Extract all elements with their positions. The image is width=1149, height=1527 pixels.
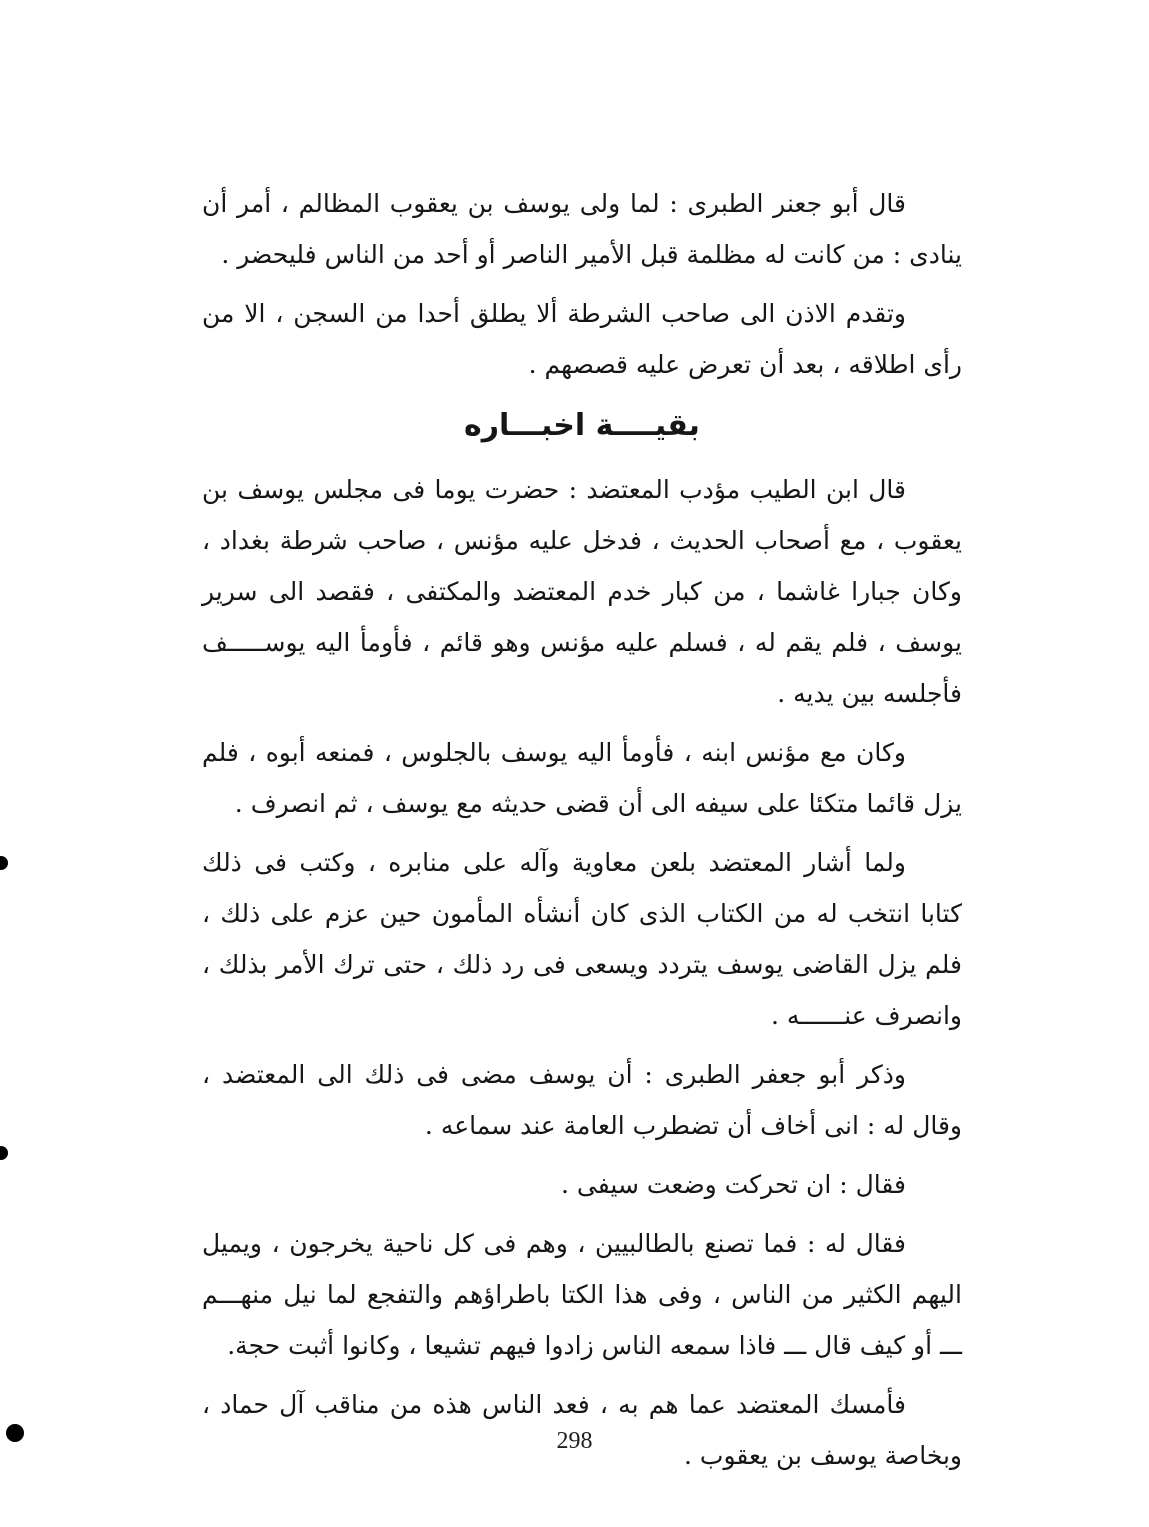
paragraph-4: وكان مع مؤنس ابنه ، فأومأ اليه يوسف بالجلوس ، فمنعه أبوه ، فلم يزل قائما متكئا على سيفه الى أن قضى حديثه مع يوسف ، ثم انصرف . xyxy=(202,738,962,818)
paragraph-1: قال أبو جعنر الطبرى : لما ولى يوسف بن يعقوب المظالم ، أمر أن ينادى : من كانت له مظلمة قبل الأمير الناصر أو أحد من الناس فليحضر . xyxy=(202,189,962,269)
body-text xyxy=(202,178,962,1489)
section-heading: بقيــــة اخبـــاره xyxy=(464,408,700,443)
paragraph-7: فقال : ان تحركت وضعت سيفى . xyxy=(561,1170,906,1199)
binding-hole-mark xyxy=(0,856,8,870)
paragraph-8: فقال له : فما تصنع بالطالبيين ، وهم فى كل ناحية يخرجون ، ويميل اليهم الكثير من الناس ، وفى هذا الكتا باطراؤهم والتفجع لما نيل منهـــم ـــ أو كيف قال ـــ فاذا سمعه الناس زادوا فيهم تشيعا ، وكانوا أثبت حجة. xyxy=(202,1229,962,1360)
binding-hole-mark xyxy=(0,1146,8,1160)
page-number: 298 xyxy=(556,1428,593,1454)
paragraph-2: وتقدم الاذن الى صاحب الشرطة ألا يطلق أحدا من السجن ، الا من رأى اطلاقه ، بعد أن تعرض عليه قصصهم . xyxy=(202,299,962,379)
binding-hole-mark xyxy=(6,1424,24,1442)
paragraph-9: فأمسك المعتضد عما هم به ، فعد الناس هذه من مناقب آل حماد ، وبخاصة يوسف بن يعقوب . xyxy=(202,1390,962,1470)
paragraph-6: وذكر أبو جعفر الطبرى : أن يوسف مضى فى ذلك الى المعتضد ، وقال له : انى أخاف أن تضطرب العامة عند سماعه . xyxy=(202,1060,962,1140)
paragraph-5: ولما أشار المعتضد بلعن معاوية وآله على منابره ، وكتب فى ذلك كتابا انتخب له من الكتاب الذى كان أنشأه المأمون حين عزم على ذلك ، فلم يزل القاضى يوسف يتردد ويسعى فى رد ذلك ، حتى ترك الأمر بذلك ، وانصرف عنــــــه . xyxy=(202,848,962,1030)
paragraph-3: قال ابن الطيب مؤدب المعتضد : حضرت يوما فى مجلس يوسف بن يعقوب ، مع أصحاب الحديث ، فدخل عليه مؤنس ، صاحب شرطة بغداد ، وكان جبارا غاشما ، من كبار خدم المعتضد والمكتفى ، فقصد الى سرير يوسف ، فلم يقم له ، فسلم عليه مؤنس وهو قائم ، فأومأ اليه يوســـــف فأجلسه بين يديه . xyxy=(202,475,962,708)
